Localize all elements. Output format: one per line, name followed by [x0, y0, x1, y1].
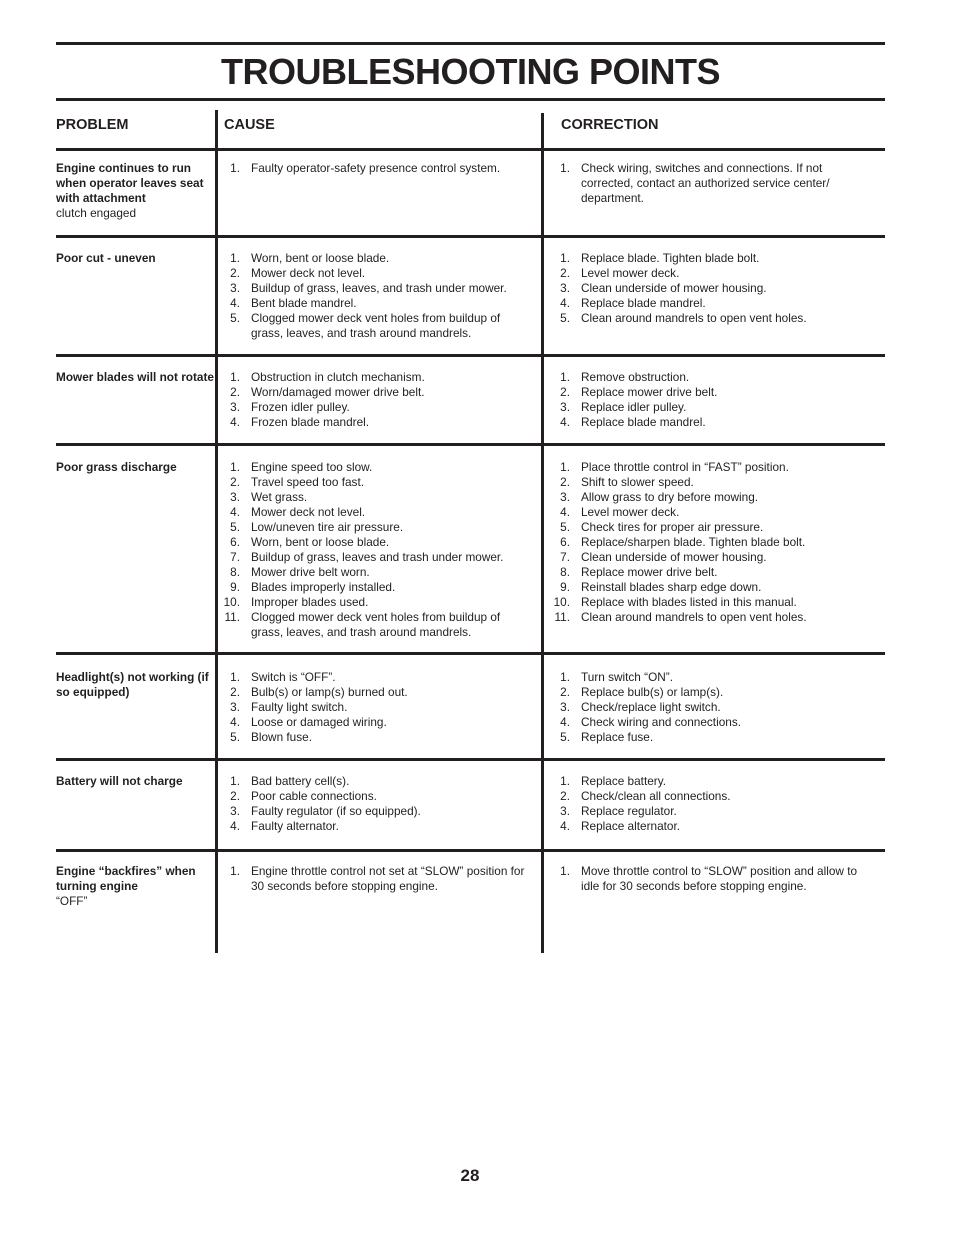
item-number: 2. [560, 685, 570, 699]
problem-title: Headlight(s) not working (if so equipped) [56, 670, 209, 699]
item-number: 4. [230, 715, 240, 729]
item-text: Replace/sharpen blade. Tighten blade bolt. [581, 535, 806, 549]
item-number: 1. [230, 774, 240, 788]
correction-item [550, 370, 870, 385]
item-number: 11. [554, 610, 570, 624]
correction-list [550, 161, 870, 206]
item-number: 3. [560, 400, 570, 414]
item-number: 1. [560, 251, 570, 265]
item-text: Replace bulb(s) or lamp(s). [581, 685, 724, 699]
problem-title: Poor grass discharge [56, 460, 177, 474]
row-separator [56, 758, 885, 761]
item-number: 3. [230, 490, 240, 504]
item-text: Mower drive belt worn. [251, 565, 370, 579]
cause-item [220, 415, 535, 430]
item-number: 1. [560, 864, 570, 878]
item-text: Clogged mower deck vent holes from buildup of grass, leaves, and trash around mandrels. [251, 311, 501, 340]
item-number: 6. [560, 535, 570, 549]
item-number: 9. [230, 580, 240, 594]
cause-item [220, 161, 535, 176]
item-number: 3. [230, 281, 240, 295]
item-text: Replace alternator. [581, 819, 681, 833]
cause-item [220, 490, 535, 505]
item-number: 2. [560, 789, 570, 803]
item-text: Poor cable connections. [251, 789, 377, 803]
cause-item [220, 819, 535, 834]
item-text: Move throttle control to “SLOW” position and allow to idle for 30 seconds before stopping engine. [581, 864, 858, 893]
item-number: 4. [230, 505, 240, 519]
item-text: Blown fuse. [251, 730, 312, 744]
item-text: Engine speed too slow. [251, 460, 373, 474]
correction-item [550, 595, 870, 610]
problem-cell [56, 251, 214, 266]
item-text: Improper blades used. [251, 595, 369, 609]
cause-item [220, 251, 535, 266]
cause-item [220, 565, 535, 580]
correction-header: CORRECTION [561, 117, 659, 133]
correction-list [550, 460, 870, 625]
cause-item [220, 520, 535, 535]
item-number: 9. [560, 580, 570, 594]
item-number: 1. [560, 460, 570, 474]
row-separator [56, 443, 885, 446]
problem-title: Engine “backfires” when turning engine [56, 864, 196, 893]
cause-item [220, 550, 535, 565]
item-number: 8. [230, 565, 240, 579]
item-text: Replace blade. Tighten blade bolt. [581, 251, 760, 265]
correction-item [550, 580, 870, 595]
correction-list [550, 774, 870, 834]
item-number: 10. [223, 595, 240, 609]
row-separator [56, 354, 885, 357]
item-text: Faulty alternator. [251, 819, 339, 833]
correction-item [550, 311, 870, 326]
item-text: Faulty regulator (if so equipped). [251, 804, 421, 818]
problem-cell [56, 864, 214, 909]
item-text: Frozen idler pulley. [251, 400, 350, 414]
item-number: 1. [230, 460, 240, 474]
item-number: 1. [230, 670, 240, 684]
correction-item [550, 550, 870, 565]
item-number: 4. [560, 715, 570, 729]
cause-list [220, 161, 535, 176]
correction-item [550, 505, 870, 520]
row-separator [56, 849, 885, 852]
item-number: 3. [230, 804, 240, 818]
item-text: Shift to slower speed. [581, 475, 694, 489]
item-text: Loose or damaged wiring. [251, 715, 387, 729]
item-number: 1. [560, 161, 570, 175]
item-number: 10. [553, 595, 570, 609]
item-text: Replace battery. [581, 774, 667, 788]
item-number: 5. [560, 311, 570, 325]
item-text: Check wiring and connections. [581, 715, 742, 729]
item-text: Replace idler pulley. [581, 400, 687, 414]
cause-item [220, 535, 535, 550]
item-number: 1. [560, 670, 570, 684]
problem-cell [56, 460, 214, 475]
item-text: Wet grass. [251, 490, 308, 504]
item-number: 5. [230, 520, 240, 534]
correction-item [550, 610, 870, 625]
item-text: Clean around mandrels to open vent holes. [581, 610, 807, 624]
cause-item [220, 670, 535, 685]
cause-item [220, 475, 535, 490]
item-text: Place throttle control in “FAST” position. [581, 460, 789, 474]
correction-item [550, 475, 870, 490]
item-number: 4. [230, 819, 240, 833]
item-number: 3. [230, 400, 240, 414]
item-number: 3. [560, 804, 570, 818]
cause-item [220, 715, 535, 730]
correction-item [550, 400, 870, 415]
cause-list [220, 251, 535, 341]
cause-item [220, 774, 535, 789]
cause-item [220, 580, 535, 595]
item-text: Level mower deck. [581, 266, 680, 280]
item-text: Switch is “OFF”. [251, 670, 336, 684]
cause-item [220, 789, 535, 804]
item-number: 5. [560, 730, 570, 744]
item-text: Worn, bent or loose blade. [251, 251, 390, 265]
item-text: Faulty operator-safety presence control system. [251, 161, 501, 175]
item-number: 2. [230, 789, 240, 803]
item-number: 4. [560, 296, 570, 310]
item-number: 4. [230, 415, 240, 429]
item-number: 2. [230, 266, 240, 280]
correction-item [550, 819, 870, 834]
cause-item [220, 266, 535, 281]
item-number: 1. [230, 370, 240, 384]
item-number: 4. [560, 415, 570, 429]
item-text: Check tires for proper air pressure. [581, 520, 764, 534]
cause-item [220, 610, 535, 640]
correction-item [550, 670, 870, 685]
cause-item [220, 730, 535, 745]
correction-item [550, 864, 870, 894]
title-rule [56, 98, 885, 101]
correction-item [550, 251, 870, 266]
item-text: Check wiring, switches and connections. If not corrected, contact an authorized service center/ department. [581, 161, 830, 205]
page-title: TROUBLESHOOTING POINTS [220, 51, 720, 92]
cause-header: CAUSE [224, 117, 275, 133]
correction-list [550, 251, 870, 326]
item-text: Bulb(s) or lamp(s) burned out. [251, 685, 408, 699]
correction-list [550, 370, 870, 430]
correction-item [550, 730, 870, 745]
correction-item [550, 685, 870, 700]
item-text: Replace fuse. [581, 730, 654, 744]
correction-item [550, 715, 870, 730]
item-text: Worn/damaged mower drive belt. [251, 385, 425, 399]
item-text: Buildup of grass, leaves and trash under mower. [251, 550, 504, 564]
item-text: Travel speed too fast. [251, 475, 365, 489]
item-number: 6. [230, 535, 240, 549]
cause-list [220, 460, 535, 640]
cause-item [220, 595, 535, 610]
page-number: 28 [460, 1166, 480, 1185]
item-text: Buildup of grass, leaves, and trash under mower. [251, 281, 507, 295]
cause-item [220, 804, 535, 819]
item-text: Replace blade mandrel. [581, 296, 706, 310]
column-divider-cause-correction [541, 113, 544, 953]
item-text: Frozen blade mandrel. [251, 415, 370, 429]
item-number: 3. [560, 490, 570, 504]
item-text: Engine throttle control not set at “SLOW” position for 30 seconds before stopping engine. [251, 864, 525, 893]
cause-list [220, 370, 535, 430]
item-text: Blades improperly installed. [251, 580, 396, 594]
cause-list [220, 670, 535, 745]
cause-item [220, 700, 535, 715]
item-text: Remove obstruction. [581, 370, 690, 384]
correction-item [550, 490, 870, 505]
item-number: 5. [230, 730, 240, 744]
item-text: Clean around mandrels to open vent holes. [581, 311, 807, 325]
problem-note: clutch engaged [56, 206, 137, 220]
item-number: 3. [230, 700, 240, 714]
cause-item [220, 864, 535, 894]
cause-item [220, 505, 535, 520]
item-text: Replace blade mandrel. [581, 415, 706, 429]
row-separator [56, 148, 885, 151]
item-number: 2. [230, 385, 240, 399]
correction-item [550, 415, 870, 430]
problem-title: Engine continues to run when operator leaves seat with attachment [56, 161, 204, 205]
correction-item [550, 266, 870, 281]
item-text: Replace mower drive belt. [581, 385, 718, 399]
item-text: Obstruction in clutch mechanism. [251, 370, 425, 384]
problem-cell [56, 161, 214, 221]
correction-item [550, 460, 870, 475]
problem-title: Mower blades will not rotate [56, 370, 214, 384]
item-text: Check/replace light switch. [581, 700, 721, 714]
correction-item [550, 296, 870, 311]
correction-item [550, 774, 870, 789]
item-number: 5. [560, 520, 570, 534]
item-text: Mower deck not level. [251, 505, 366, 519]
problem-cell [56, 774, 214, 789]
problem-title: Poor cut - uneven [56, 251, 156, 265]
correction-item [550, 535, 870, 550]
item-number: 1. [230, 864, 240, 878]
item-number: 4. [560, 819, 570, 833]
item-number: 2. [230, 685, 240, 699]
item-number: 3. [560, 700, 570, 714]
item-number: 1. [230, 161, 240, 175]
problem-title: Battery will not charge [56, 774, 183, 788]
correction-item [550, 700, 870, 715]
item-text: Level mower deck. [581, 505, 680, 519]
cause-item [220, 296, 535, 311]
item-number: 7. [230, 550, 240, 564]
item-text: Worn, bent or loose blade. [251, 535, 390, 549]
item-number: 2. [560, 385, 570, 399]
correction-item [550, 789, 870, 804]
item-text: Mower deck not level. [251, 266, 366, 280]
item-number: 2. [560, 266, 570, 280]
cause-item [220, 370, 535, 385]
top-rule [56, 42, 885, 45]
correction-item [550, 385, 870, 400]
cause-item [220, 385, 535, 400]
problem-cell [56, 370, 214, 385]
item-number: 11. [224, 610, 240, 624]
item-text: Allow grass to dry before mowing. [581, 490, 759, 504]
correction-list [550, 670, 870, 745]
problem-note: “OFF” [56, 894, 88, 908]
item-number: 1. [560, 774, 570, 788]
item-number: 5. [230, 311, 240, 325]
correction-item [550, 565, 870, 580]
item-text: Bad battery cell(s). [251, 774, 350, 788]
row-separator [56, 235, 885, 238]
cause-item [220, 400, 535, 415]
item-text: Turn switch “ON”. [581, 670, 673, 684]
cause-item [220, 281, 535, 296]
correction-item [550, 281, 870, 296]
item-text: Clogged mower deck vent holes from buildup of grass, leaves, and trash around mandrels. [251, 610, 501, 639]
item-number: 2. [230, 475, 240, 489]
cause-list [220, 864, 535, 894]
item-number: 3. [560, 281, 570, 295]
item-number: 2. [560, 475, 570, 489]
item-text: Reinstall blades sharp edge down. [581, 580, 762, 594]
item-text: Replace mower drive belt. [581, 565, 718, 579]
correction-item [550, 161, 870, 206]
item-text: Check/clean all connections. [581, 789, 731, 803]
item-number: 8. [560, 565, 570, 579]
correction-list [550, 864, 870, 894]
item-number: 1. [230, 251, 240, 265]
item-number: 1. [560, 370, 570, 384]
cause-list [220, 774, 535, 834]
item-text: Replace with blades listed in this manual. [581, 595, 797, 609]
item-text: Bent blade mandrel. [251, 296, 357, 310]
problem-cell [56, 670, 214, 700]
cause-item [220, 685, 535, 700]
problem-header: PROBLEM [56, 117, 129, 133]
item-number: 7. [560, 550, 570, 564]
item-number: 4. [230, 296, 240, 310]
item-text: Low/uneven tire air pressure. [251, 520, 404, 534]
correction-item [550, 520, 870, 535]
item-text: Faulty light switch. [251, 700, 348, 714]
item-number: 4. [560, 505, 570, 519]
cause-item [220, 311, 535, 341]
item-text: Clean underside of mower housing. [581, 281, 767, 295]
item-text: Clean underside of mower housing. [581, 550, 767, 564]
correction-item [550, 804, 870, 819]
row-separator [56, 652, 885, 655]
cause-item [220, 460, 535, 475]
item-text: Replace regulator. [581, 804, 677, 818]
